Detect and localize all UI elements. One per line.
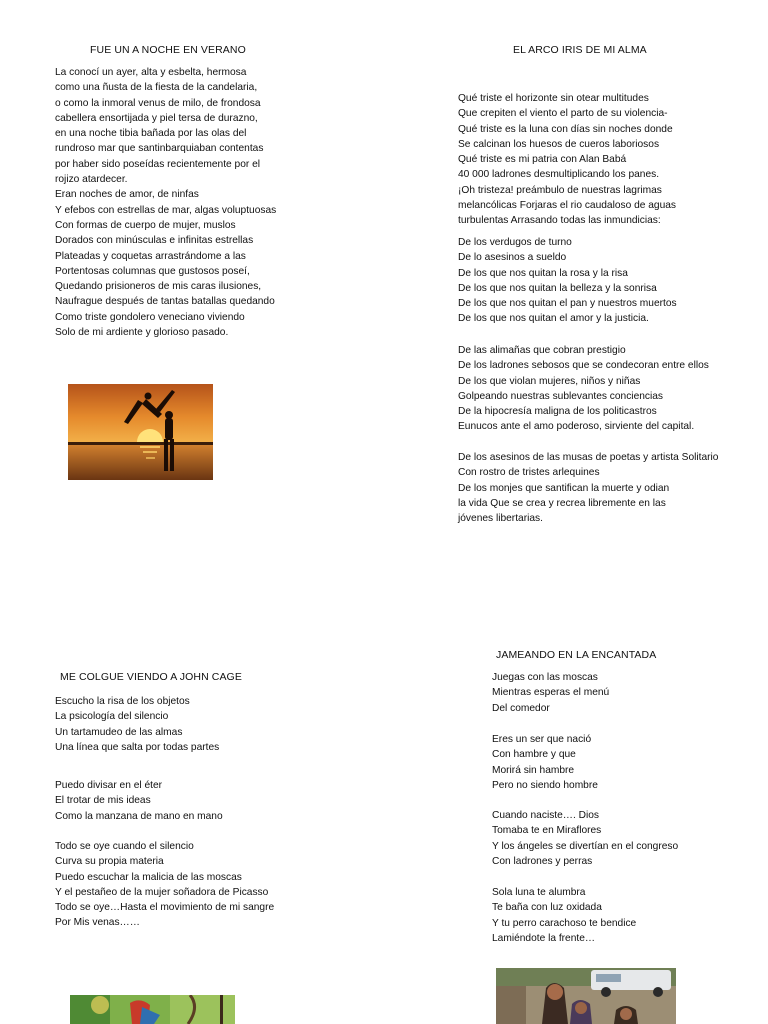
poem-line: De los que nos quitan el amor y la justicia.	[458, 313, 649, 325]
poem-line: Con formas de cuerpo de mujer, muslos	[55, 219, 236, 231]
poem-line: Plateadas y coquetas arrastrándome a las	[55, 250, 246, 262]
poem-line: De la hipocresía maligna de los politicastros	[458, 406, 657, 418]
poem-line: rojizo atardecer.	[55, 174, 128, 186]
poem-line: Naufrague después de tantas batallas quedando	[55, 296, 275, 308]
poem-stanza	[492, 732, 598, 793]
poem-line: Eunucos ante el amo poderoso, sirviente del capital.	[458, 421, 695, 433]
sunset-couple-illustration	[68, 384, 213, 480]
poem-line: Pero no siendo hombre	[492, 779, 598, 791]
poem-line: Tomaba te en Miraflores	[492, 825, 602, 837]
poem-line: por haber sido poseídas recientemente por el	[55, 158, 261, 170]
children-photo-image	[496, 968, 676, 1024]
poem-stanza	[492, 670, 609, 716]
children-photo-illustration	[496, 968, 676, 1024]
poem-title-jameando: JAMEANDO EN LA ENCANTADA	[496, 649, 657, 661]
poem-stanza	[55, 839, 274, 931]
poem-line: Curva su propia materia	[55, 856, 164, 868]
poem-stanza	[55, 778, 223, 824]
poem-line: 40 000 ladrones desmultiplicando los panes.	[458, 169, 660, 181]
poem-line: Una línea que salta por todas partes	[55, 741, 220, 753]
poem-line: Como la manzana de mano en mano	[55, 810, 223, 822]
poem-line: Por Mis venas……	[55, 917, 140, 929]
poem-stanza	[458, 91, 676, 229]
poem-line: Con hambre y que	[492, 749, 576, 761]
poem-line: Sola luna te alumbra	[492, 887, 586, 898]
poem-line: La conocí un ayer, alta y esbelta, hermosa	[55, 67, 247, 78]
poem-line: cabellera ensortijada y piel tersa de durazno,	[55, 112, 258, 124]
poem-line: Golpeando nuestras sublevantes conciencias	[458, 390, 664, 402]
poem-line: Dorados con minúsculas e infinitas estrellas	[55, 235, 254, 247]
sunset-couple-image	[68, 384, 213, 480]
poem-line: Lamiéndote la frente…	[492, 932, 596, 944]
poem-line: Solo de mi ardiente y glorioso pasado.	[55, 327, 229, 339]
poem-line: Del comedor	[492, 702, 550, 714]
poem-line: De los que nos quitan la rosa y la risa	[458, 267, 628, 279]
poem-line: El trotar de mis ideas	[55, 795, 151, 807]
poem-line: De los asesinos de las musas de poetas y artista Solitario	[458, 452, 719, 463]
poem-line: Te baña con luz oxidada	[492, 902, 602, 914]
poem-line: o como la inmoral venus de milo, de frondosa	[55, 97, 261, 109]
poem-stanza	[492, 885, 636, 946]
poem-line: De lo asesinos a sueldo	[458, 252, 567, 264]
poem-line: Con rostro de tristes arlequines	[458, 467, 600, 479]
poem-line: Escucho la risa de los objetos	[55, 696, 190, 707]
poem-title-fue-un-a-noche: FUE UN A NOCHE EN VERANO	[90, 44, 246, 56]
poem-stanza	[458, 235, 677, 327]
poem-line: De los que violan mujeres, niños y niñas	[458, 375, 641, 387]
poem-line: Como triste gondolero veneciano viviendo	[55, 311, 245, 323]
poem-line: Cuando naciste…. Dios	[492, 810, 600, 821]
poem-line: Y efebos con estrellas de mar, algas voluptuosas	[55, 204, 277, 216]
poem-line: Juegas con las moscas	[492, 672, 598, 683]
parrot-painting-illustration	[70, 995, 235, 1024]
poem-line: De los que nos quitan la belleza y la sonrisa	[458, 282, 657, 294]
poem-line: Que crepiten el viento el parto de su violencia-	[458, 108, 668, 120]
poem-title-el-arco-iris: EL ARCO IRIS DE MI ALMA	[513, 44, 647, 56]
poem-line: Qué triste el horizonte sin otear multitudes	[458, 93, 649, 104]
poem-line: como una ñusta de la fiesta de la candelaria,	[55, 82, 258, 94]
poem-line: en una noche tibia bañada por las olas del	[55, 128, 247, 140]
poem-stanza	[492, 808, 678, 869]
poem-line: De las alimañas que cobran prestigio	[458, 345, 626, 356]
poem-line: Morirá sin hambre	[492, 764, 575, 776]
poem-line: turbulentas Arrasando todas las inmundicias:	[458, 215, 661, 227]
poem-line: Quedando prisioneros de mis caras ilusiones,	[55, 281, 262, 293]
poem-line: la vida Que se crea y recrea libremente en las	[458, 497, 666, 509]
poem-line: De los verdugos de turno	[458, 237, 572, 248]
poem-line: Todo se oye cuando el silencio	[55, 841, 194, 852]
poem-line: Y tu perro carachoso te bendice	[492, 917, 637, 929]
parrot-painting-image	[70, 995, 235, 1024]
poem-line: melancólicas Forjaras el rio caudaloso de aguas	[458, 200, 677, 212]
poem-line: De los monjes que santifican la muerte y odian	[458, 482, 670, 494]
poem-line: jóvenes libertarias.	[458, 513, 543, 525]
poem-line: De los ladrones sebosos que se condecoran entre ellos	[458, 360, 709, 372]
poem-line: rundroso mar que santinbarquiaban contentas	[55, 143, 264, 155]
poem-stanza	[55, 694, 219, 755]
poem-line: Y los ángeles se divertían en el congreso	[492, 840, 679, 852]
poem-line: Un tartamudeo de las almas	[55, 726, 183, 738]
poem-line: Se calcinan los huesos de cueros laboriosos	[458, 138, 660, 150]
poem-line: Puedo escuchar la malicia de las moscas	[55, 871, 242, 883]
poem-line: Portentosas columnas que gustosos poseí,	[55, 265, 250, 277]
poem-line: Eres un ser que nació	[492, 734, 592, 745]
poem-title-me-colgue: ME COLGUE VIENDO A JOHN CAGE	[60, 671, 242, 683]
poem-line: Qué triste es la luna con días sin noches donde	[458, 123, 673, 135]
poem-line: Con ladrones y perras	[492, 855, 593, 867]
poem-line: Qué triste es mi patria con Alan Babá	[458, 154, 627, 166]
poem-line: La psicología del silencio	[55, 711, 169, 723]
poem-stanza	[55, 65, 276, 340]
poem-line: ¡Oh tristeza! preámbulo de nuestras lagrimas	[458, 184, 662, 196]
poem-line: Mientras esperas el menú	[492, 687, 610, 699]
poem-line: Eran noches de amor, de ninfas	[55, 189, 199, 201]
poem-line: Puedo divisar en el éter	[55, 780, 163, 791]
poem-line: De los que nos quitan el pan y nuestros muertos	[458, 298, 677, 310]
poem-stanza	[458, 450, 718, 526]
poem-line: Todo se oye…Hasta el movimiento de mi sangre	[55, 902, 275, 914]
poem-line: Y el pestañeo de la mujer soñadora de Picasso	[55, 886, 269, 898]
poem-stanza	[458, 343, 709, 435]
